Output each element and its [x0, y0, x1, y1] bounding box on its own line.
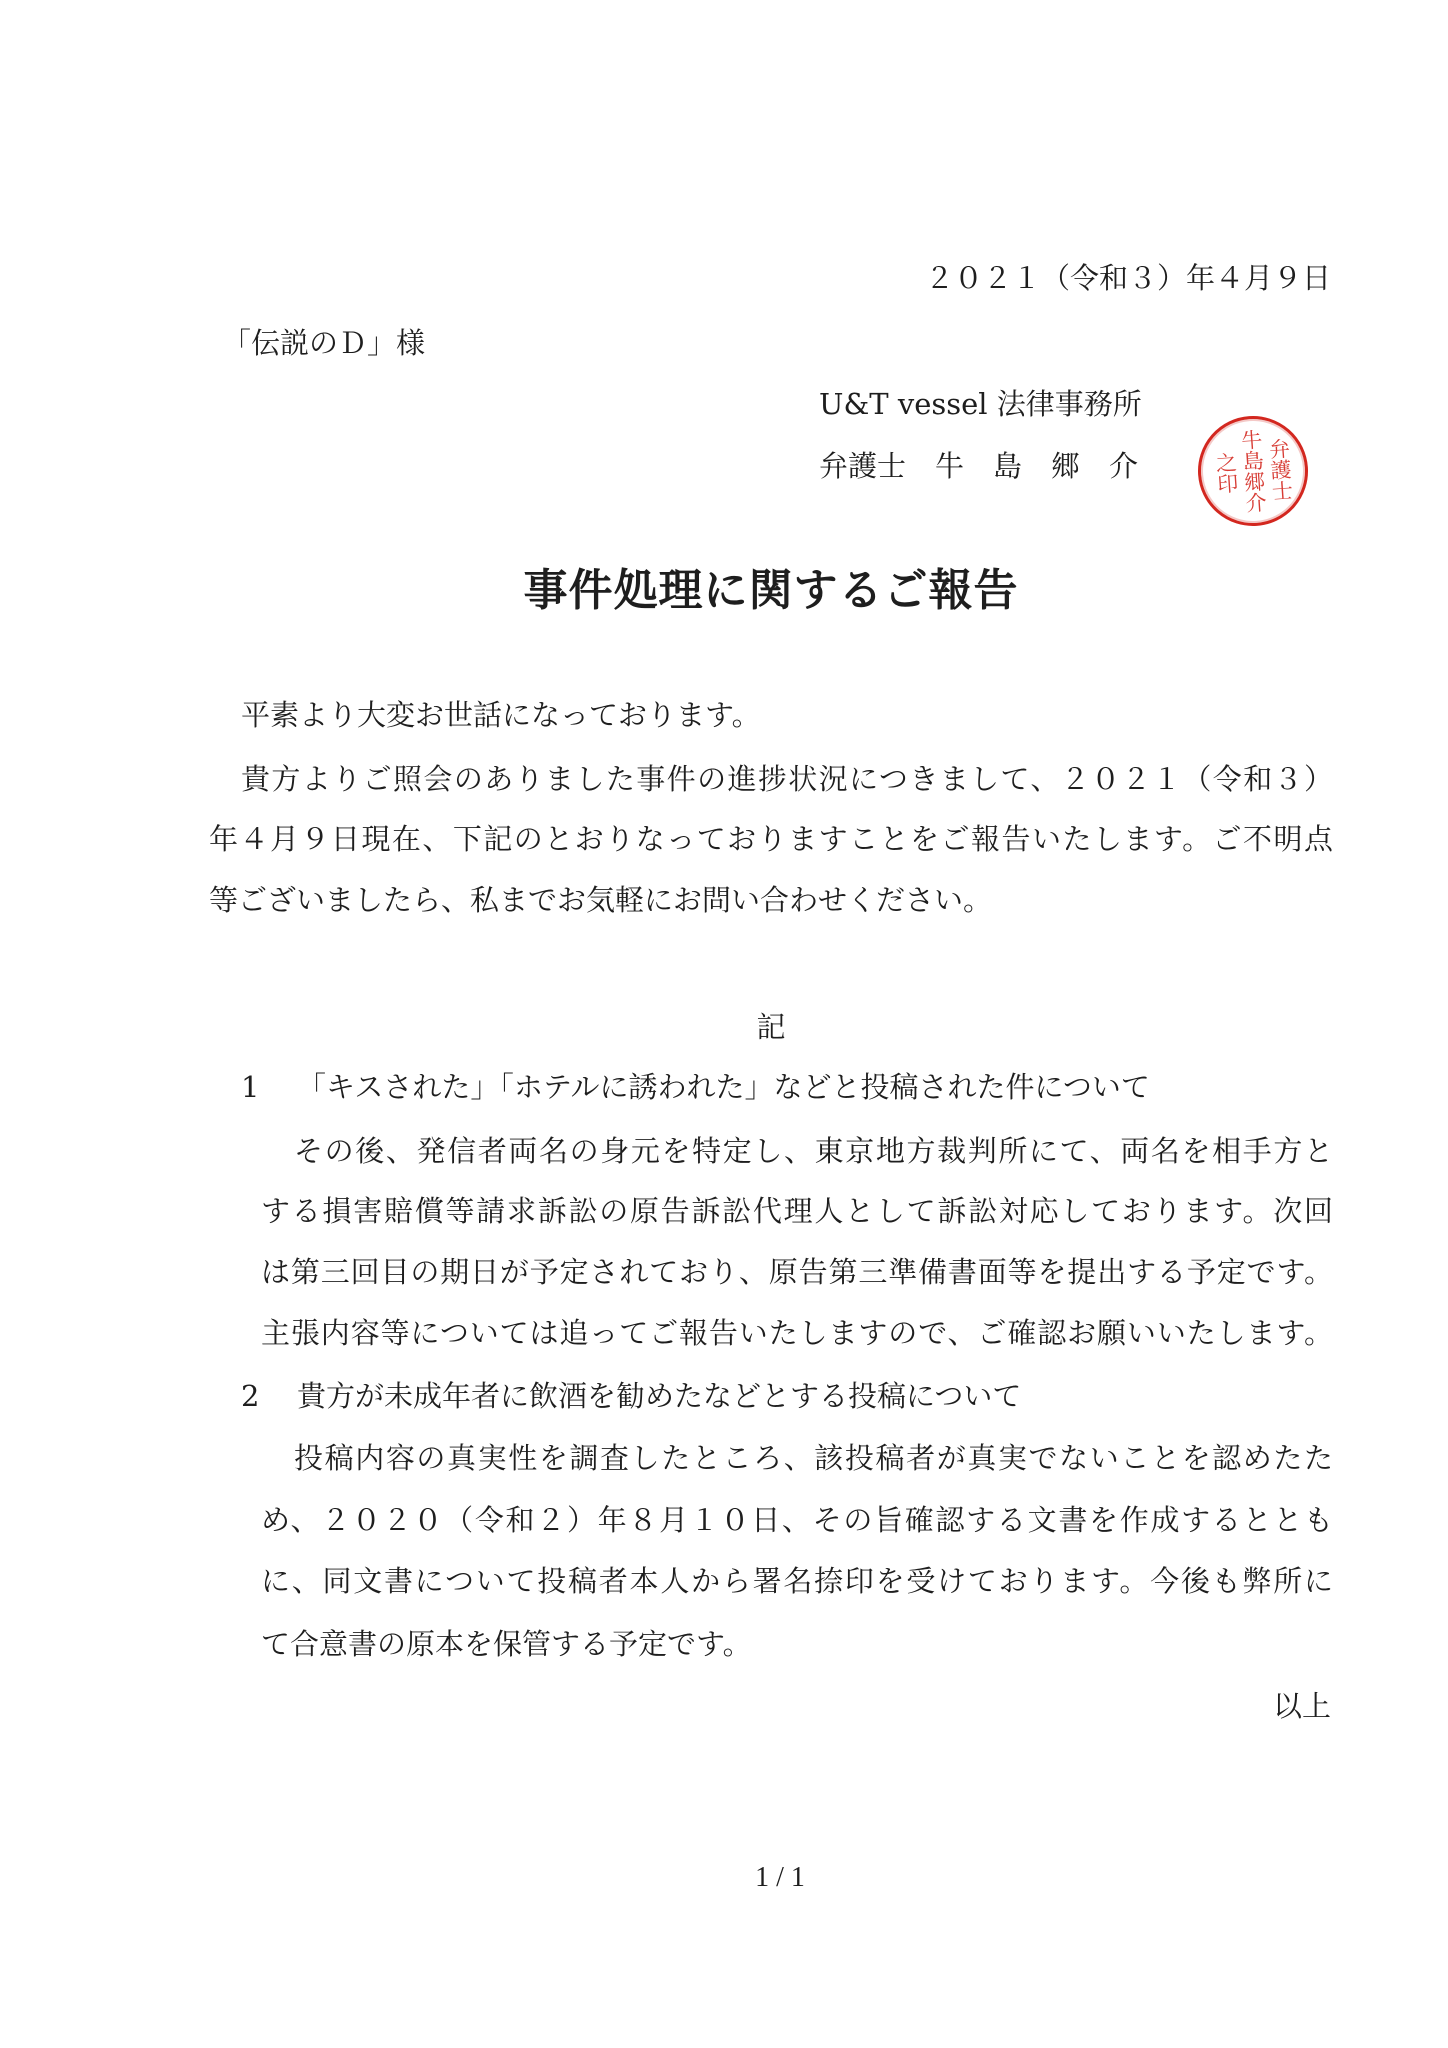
law-firm-name: U&T vessel 法律事務所: [819, 387, 1142, 421]
intro-line: 年４月９日現在、下記のとおりなっておりますことをご報告いたします。ご不明点: [209, 822, 1333, 856]
intro-line: 平素より大変お世話になっております。: [241, 698, 761, 732]
item-line: 主張内容等については追ってご報告いたしますので、ご確認お願いいたします。: [261, 1316, 1333, 1350]
addressee: 「伝説のＤ」様: [222, 326, 426, 360]
document-title: 事件処理に関するご報告: [523, 565, 1019, 616]
seal-column: 之印: [1212, 451, 1240, 495]
item-line: 投稿内容の真実性を調査したところ、該投稿者が真実でないことを認めたた: [294, 1441, 1333, 1475]
item-number: 2: [241, 1379, 260, 1413]
item-number: 1: [241, 1070, 260, 1104]
seal-column: 牛島郷介: [1238, 428, 1268, 514]
item-line: に、同文書について投稿者本人から署名捺印を受けております。今後も弊所に: [261, 1564, 1333, 1598]
seal-column: 弁護士: [1265, 436, 1295, 502]
lawyer-name: 弁護士 牛 島 郷 介: [819, 449, 1139, 483]
item-line: その後、発信者両名の身元を特定し、東京地方裁判所にて、両名を相手方と: [294, 1134, 1333, 1168]
item-line: する損害賠償等請求訴訟の原告訴訟代理人として訴訟対応しております。次回: [261, 1194, 1333, 1228]
record-heading: 記: [756, 1010, 786, 1044]
intro-line: 等ございましたら、私までお気軽にお問い合わせください。: [209, 883, 993, 917]
item-line: て合意書の原本を保管する予定です。: [261, 1627, 752, 1661]
item-line: は第三回目の期日が予定されており、原告第三準備書面等を提出する予定です。: [261, 1255, 1333, 1289]
seal-stamp: [1194, 412, 1311, 529]
item-line: め、２０２０（令和２）年８月１０日、その旨確認する文書を作成するととも: [261, 1503, 1333, 1537]
closing: 以上: [1272, 1689, 1331, 1723]
intro-line: 貴方よりご照会のありました事件の進捗状況につきまして、２０２１（令和３）: [241, 762, 1333, 796]
page-number: 1 / 1: [755, 1862, 805, 1893]
document-date: ２０２１（令和３）年４月９日: [924, 261, 1331, 295]
item-heading: 貴方が未成年者に飲酒を勧めたなどとする投稿について: [297, 1379, 1022, 1413]
item-heading: 「キスされた」「ホテルに誘われた」などと投稿された件について: [297, 1070, 1150, 1104]
